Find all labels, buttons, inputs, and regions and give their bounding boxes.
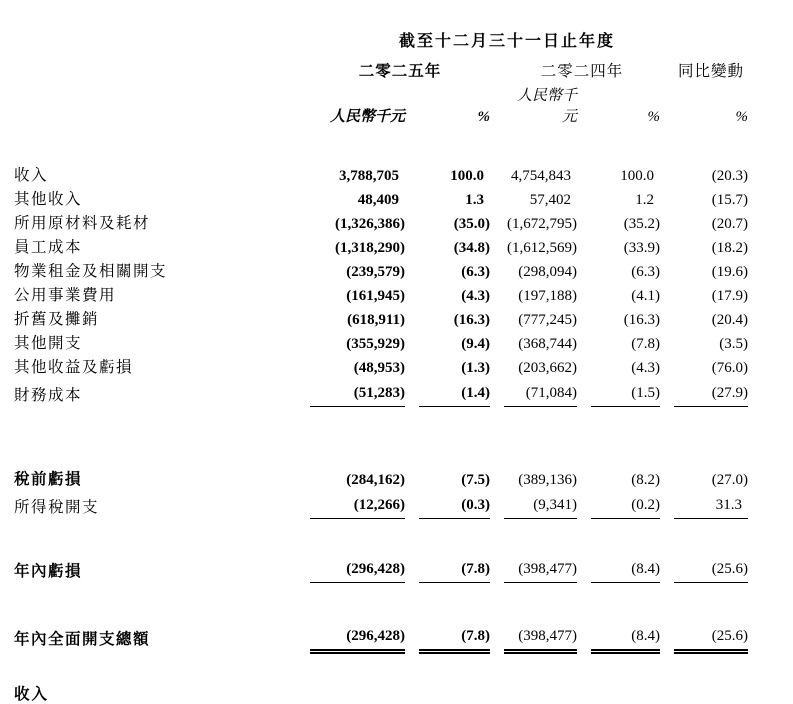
value-2024: (1,672,795) — [507, 216, 577, 232]
value-2025: (296,428) — [296, 617, 405, 651]
row-label: 所得稅開支 — [14, 499, 100, 516]
col-header-year-2025: 二零二五年 — [358, 63, 442, 80]
row-label: 其他收益及虧損 — [14, 359, 134, 376]
row-label: 物業租金及相關開支 — [14, 263, 168, 280]
table-row-property-rental — [14, 259, 748, 283]
year-header-row — [14, 54, 748, 84]
pct-2024: 1.2 — [635, 192, 654, 208]
col-header-year-2024: 二零二四年 — [540, 63, 624, 80]
pct-2024: (0.2) — [577, 491, 660, 519]
pct-2025: (1.3) — [461, 360, 490, 376]
table-title-row — [14, 20, 748, 54]
spacer-row — [14, 583, 748, 617]
table-row-other-gains-losses — [14, 355, 748, 379]
pct-2024: (8.2) — [631, 472, 660, 488]
row-label: 所用原材料及耗材 — [14, 215, 151, 232]
row-label: 年內虧損 — [14, 563, 83, 580]
pct-2024: (8.4) — [577, 617, 660, 651]
pct-2025: (7.5) — [461, 472, 490, 488]
spacer-row — [14, 519, 748, 555]
value-2025: (296,428) — [296, 555, 405, 583]
value-2024: (71,084) — [490, 379, 577, 407]
value-2025: 48,409 — [357, 192, 399, 208]
pct-2024: (7.8) — [631, 336, 660, 352]
unit-header-pct-2025: % — [477, 109, 490, 125]
value-2024: (389,136) — [518, 472, 577, 488]
section-heading-revenue: 收入 — [14, 686, 50, 703]
pct-2025: (9.4) — [461, 336, 490, 352]
unit-header-rmb-2025: 人民幣千元 — [329, 109, 405, 125]
value-2025: (1,326,386) — [335, 216, 405, 232]
value-2024: (398,477) — [490, 555, 577, 583]
value-2025: (618,911) — [347, 312, 405, 328]
value-2024: (9,341) — [490, 491, 577, 519]
row-label: 收入 — [14, 167, 49, 184]
pct-2024: 100.0 — [620, 168, 654, 184]
row-label: 年內全面開支總額 — [14, 631, 151, 648]
value-2025: (48,953) — [353, 360, 405, 376]
pct-2025: (35.0) — [453, 216, 490, 232]
yoy-pct: (15.7) — [711, 192, 749, 208]
pct-2025: (7.8) — [405, 555, 490, 583]
value-2025: (161,945) — [346, 288, 405, 304]
table-row-depreciation — [14, 307, 748, 331]
value-2024: (298,094) — [518, 264, 577, 280]
table-row-other-income — [14, 187, 748, 211]
row-label: 公用事業費用 — [14, 287, 117, 304]
value-2025: (284,162) — [346, 472, 405, 488]
yoy-pct: (18.2) — [711, 240, 749, 256]
table-row-total-comprehensive-expense — [14, 617, 748, 651]
pct-2024: (1.5) — [577, 379, 660, 407]
table-row-staff-costs — [14, 235, 748, 259]
unit-header-pct-2024: % — [647, 109, 660, 125]
pct-2024: (6.3) — [631, 264, 660, 280]
income-statement-table — [14, 20, 748, 651]
table-row-raw-materials — [14, 211, 748, 235]
yoy-pct: (19.6) — [711, 264, 749, 280]
row-label: 折舊及攤銷 — [14, 311, 100, 328]
yoy-pct: (17.9) — [711, 288, 749, 304]
table-title: 截至十二月三十一日止年度 — [399, 33, 616, 50]
value-2024: (203,662) — [518, 360, 577, 376]
yoy-pct: (25.6) — [660, 617, 748, 651]
value-2025: (51,283) — [296, 379, 405, 407]
table-row-loss-before-tax — [14, 467, 748, 491]
row-label: 其他收入 — [14, 191, 83, 208]
pct-2025: 1.3 — [465, 192, 484, 208]
yoy-pct: (27.9) — [660, 379, 748, 407]
table-row-other-expenses — [14, 331, 748, 355]
pct-2024: (16.3) — [623, 312, 660, 328]
value-2025: (1,318,290) — [335, 240, 405, 256]
row-label: 其他開支 — [14, 335, 83, 352]
yoy-pct: (20.7) — [711, 216, 749, 232]
yoy-pct: (25.6) — [660, 555, 748, 583]
yoy-pct: 31.3 — [660, 491, 748, 519]
table-row-loss-for-year — [14, 555, 748, 583]
unit-header-row — [14, 84, 748, 129]
pct-2025: (7.8) — [405, 617, 490, 651]
value-2025: (355,929) — [346, 336, 405, 352]
value-2024: (777,245) — [518, 312, 577, 328]
pct-2025: (34.8) — [453, 240, 490, 256]
spacer-row — [14, 407, 748, 467]
value-2024: (368,744) — [518, 336, 577, 352]
spacer-row — [14, 129, 748, 163]
pct-2024: (4.1) — [631, 288, 660, 304]
yoy-pct: (20.3) — [711, 168, 749, 184]
pct-2025: (4.3) — [461, 288, 490, 304]
value-2024: 4,754,843 — [511, 168, 571, 184]
row-label: 稅前虧損 — [14, 471, 83, 488]
yoy-pct: (3.5) — [719, 336, 749, 352]
yoy-pct: (76.0) — [711, 360, 749, 376]
table-row-finance-costs — [14, 379, 748, 407]
yoy-pct: (27.0) — [711, 472, 749, 488]
value-2025: (12,266) — [296, 491, 405, 519]
table-row-utilities — [14, 283, 748, 307]
pct-2025: (6.3) — [461, 264, 490, 280]
pct-2025: (1.4) — [405, 379, 490, 407]
pct-2024: (4.3) — [631, 360, 660, 376]
pct-2025: (16.3) — [453, 312, 490, 328]
row-label: 員工成本 — [14, 239, 83, 256]
value-2024: (1,612,569) — [507, 240, 577, 256]
yoy-pct: (20.4) — [711, 312, 749, 328]
pct-2025: (0.3) — [405, 491, 490, 519]
pct-2024: (35.2) — [623, 216, 660, 232]
unit-header-pct-yoy: % — [735, 109, 749, 125]
value-2024: 57,402 — [529, 192, 571, 208]
value-2025: 3,788,705 — [339, 168, 399, 184]
pct-2025: 100.0 — [450, 168, 484, 184]
unit-header-rmb-2024: 人民幣千元 — [516, 88, 577, 125]
pct-2024: (33.9) — [623, 240, 660, 256]
value-2024: (398,477) — [490, 617, 577, 651]
value-2024: (197,188) — [518, 288, 577, 304]
pct-2024: (8.4) — [577, 555, 660, 583]
table-row-income-tax-expense — [14, 491, 748, 519]
table-row-revenue — [14, 163, 748, 187]
row-label: 財務成本 — [14, 387, 83, 404]
value-2025: (239,579) — [346, 264, 405, 280]
col-header-yoy-change: 同比變動 — [678, 63, 745, 80]
